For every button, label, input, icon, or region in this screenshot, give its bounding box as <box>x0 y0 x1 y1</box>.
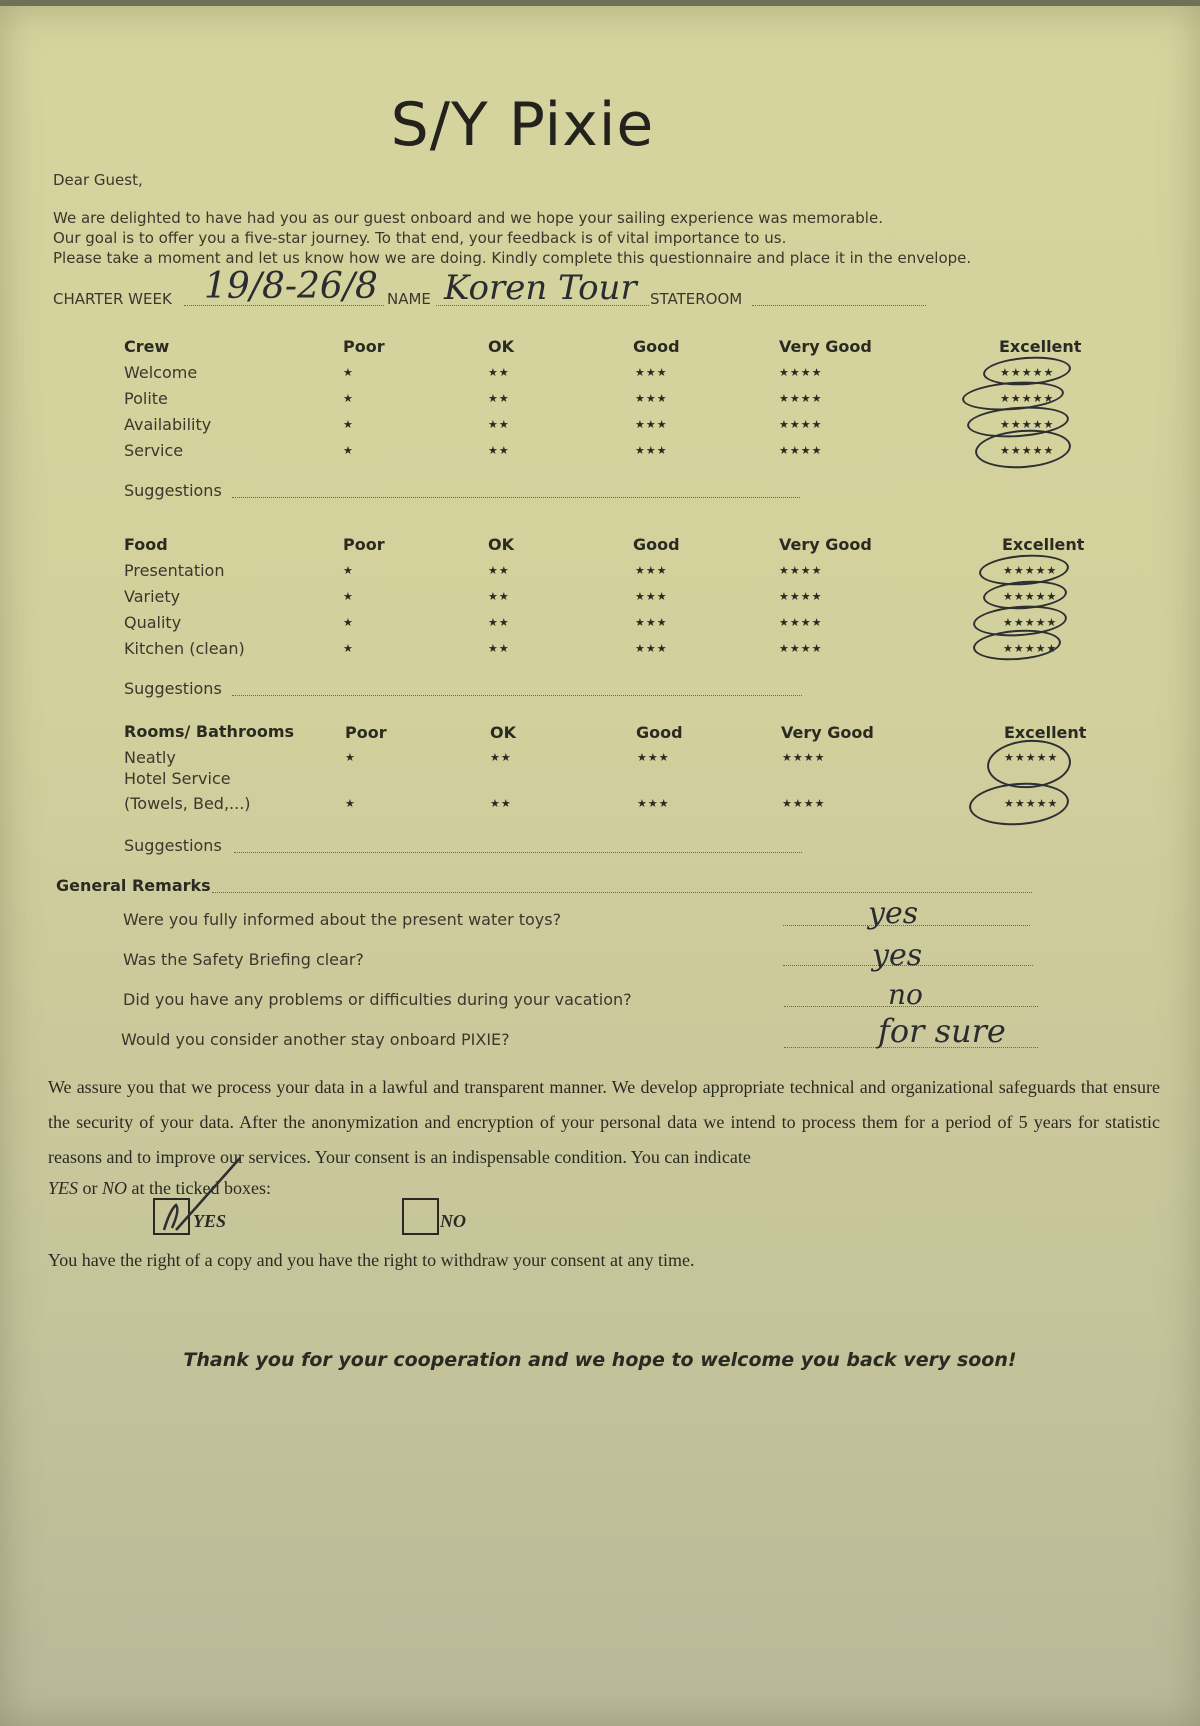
suggestions-label: Suggestions <box>124 679 222 698</box>
rating-option-selected[interactable]: ★★★★★ <box>1003 616 1058 629</box>
rating-option[interactable]: ★★★ <box>635 564 668 577</box>
col-poor: Poor <box>345 723 387 742</box>
data-consent-paragraph: We assure you that we process your data in a lawful and transparent manner. We develop appropriate technical and organizational safeguards that ensure the security of your data. After the anonymization and encryption of your personal data we intend to process them for a period of 5 years for statistic reasons and to improve our services. Your consent is an indispensable condition. You can indicate <box>48 1077 1160 1167</box>
rating-option[interactable]: ★★★★ <box>779 366 823 379</box>
category-crew: Crew <box>124 337 170 356</box>
answer-safety-briefing[interactable]: yes <box>872 938 923 973</box>
question-safety-briefing: Was the Safety Briefing clear? <box>123 950 364 969</box>
rating-option-selected[interactable]: ★★★★★ <box>1004 751 1059 764</box>
col-very-good: Very Good <box>779 535 872 554</box>
suggestions-label: Suggestions <box>124 836 222 855</box>
rating-option[interactable]: ★★★★ <box>779 564 823 577</box>
rating-option[interactable]: ★ <box>345 751 356 764</box>
suggestions-label: Suggestions <box>124 481 222 500</box>
row-label-quality: Quality <box>124 613 182 632</box>
rating-option[interactable]: ★★ <box>488 564 510 577</box>
rating-option[interactable]: ★★★★ <box>779 444 823 457</box>
rating-option-selected[interactable]: ★★★★★ <box>1003 642 1058 655</box>
thank-you-note: Thank you for your cooperation and we hope to welcome you back very soon! <box>183 1349 1017 1371</box>
rating-option[interactable]: ★★ <box>488 366 510 379</box>
rating-option[interactable]: ★★ <box>488 642 510 655</box>
question-problems: Did you have any problems or difficulties during your vacation? <box>123 990 632 1009</box>
rating-option[interactable]: ★ <box>343 366 354 379</box>
consent-yes-word: YES <box>48 1178 79 1198</box>
consent-rights-text: You have the right of a copy and you have the right to withdraw your consent at any time. <box>48 1250 695 1270</box>
rating-option-selected[interactable]: ★★★★★ <box>1000 444 1055 457</box>
row-label-neatly: Neatly <box>124 748 176 767</box>
rating-option[interactable]: ★★★ <box>637 751 670 764</box>
row-label-welcome: Welcome <box>124 363 198 382</box>
row-label-polite: Polite <box>124 389 168 408</box>
rating-option[interactable]: ★ <box>343 392 354 405</box>
category-food: Food <box>124 535 168 554</box>
charter-week-label: CHARTER WEEK <box>53 290 172 308</box>
col-good: Good <box>633 337 680 356</box>
rating-option[interactable]: ★★★ <box>635 642 668 655</box>
rating-option[interactable]: ★ <box>343 616 354 629</box>
suggestions-field[interactable] <box>232 497 800 498</box>
rating-option-selected[interactable]: ★★★★★ <box>1003 590 1058 603</box>
rating-option[interactable]: ★★ <box>488 590 510 603</box>
row-label-hotel-service: Hotel Service <box>124 769 231 788</box>
row-label-presentation: Presentation <box>124 561 225 580</box>
consent-no-word: NO <box>102 1178 128 1198</box>
rating-option[interactable]: ★★★★ <box>782 797 826 810</box>
rating-option[interactable]: ★★★ <box>635 616 668 629</box>
col-ok: OK <box>488 535 514 554</box>
suggestions-field[interactable] <box>232 695 802 696</box>
rating-option[interactable]: ★★ <box>490 751 512 764</box>
rating-option-selected[interactable]: ★★★★★ <box>1000 418 1055 431</box>
col-very-good: Very Good <box>779 337 872 356</box>
rating-option[interactable]: ★★ <box>488 444 510 457</box>
intro-line: Our goal is to offer you a five-star journey. To that end, your feedback is of vital importance to us. <box>53 229 787 247</box>
rating-option[interactable]: ★★★ <box>635 418 668 431</box>
col-excellent: Excellent <box>999 337 1082 356</box>
consent-indicate-text: at the ticked boxes: <box>131 1178 271 1198</box>
row-label-availability: Availability <box>124 415 212 434</box>
rating-option[interactable]: ★ <box>343 642 354 655</box>
row-label-kitchen: Kitchen (clean) <box>124 639 245 658</box>
rating-option[interactable]: ★★★★ <box>779 418 823 431</box>
rating-option[interactable]: ★★★ <box>635 392 668 405</box>
question-water-toys: Were you fully informed about the present water toys? <box>123 910 562 929</box>
rating-option[interactable]: ★★ <box>490 797 512 810</box>
rating-option-selected[interactable]: ★★★★★ <box>1004 797 1059 810</box>
category-rooms: Rooms/ Bathrooms <box>124 722 295 741</box>
answer-another-stay[interactable]: for sure <box>878 1012 1006 1050</box>
name-label: NAME <box>387 290 431 308</box>
rating-option[interactable]: ★ <box>345 797 356 810</box>
rating-option[interactable]: ★★ <box>488 392 510 405</box>
rating-option[interactable]: ★★★★ <box>779 590 823 603</box>
question-another-stay: Would you consider another stay onboard PIXIE? <box>121 1030 510 1049</box>
rating-option[interactable]: ★ <box>343 564 354 577</box>
page-title: S/Y Pixie <box>390 90 655 160</box>
consent-yes-label: YES <box>193 1211 227 1231</box>
row-label-towels-bed: (Towels, Bed,...) <box>124 794 251 813</box>
rating-option[interactable]: ★★ <box>488 616 510 629</box>
col-ok: OK <box>488 337 514 356</box>
rating-option[interactable]: ★★★★ <box>782 751 826 764</box>
consent-no-label: NO <box>440 1211 466 1231</box>
rating-option-selected[interactable]: ★★★★★ <box>1000 366 1055 379</box>
rating-option[interactable]: ★ <box>343 590 354 603</box>
intro-line: We are delighted to have had you as our guest onboard and we hope your sailing experience was memorable. <box>53 209 883 227</box>
rating-option[interactable]: ★★★★ <box>779 616 823 629</box>
col-good: Good <box>633 535 680 554</box>
col-ok: OK <box>490 723 516 742</box>
row-label-service: Service <box>124 441 184 460</box>
charter-week-field[interactable]: 19/8-26/8 <box>204 266 378 307</box>
rating-option-selected[interactable]: ★★★★★ <box>1000 392 1055 405</box>
rating-option[interactable]: ★★★ <box>635 366 668 379</box>
consent-no-checkbox[interactable] <box>402 1198 439 1235</box>
intro-line: Please take a moment and let us know how we are doing. Kindly complete this questionnaire and place it in the envelope. <box>53 249 972 267</box>
col-very-good: Very Good <box>781 723 874 742</box>
intro-paragraph <box>53 208 971 268</box>
row-label-variety: Variety <box>124 587 181 606</box>
answer-water-toys[interactable]: yes <box>868 896 919 931</box>
general-remarks-label: General Remarks <box>56 876 211 895</box>
rating-option[interactable]: ★★★★ <box>779 642 823 655</box>
col-poor: Poor <box>343 535 385 554</box>
rating-option[interactable]: ★★★ <box>635 590 668 603</box>
col-excellent: Excellent <box>1002 535 1085 554</box>
rating-option[interactable]: ★★★ <box>635 444 668 457</box>
col-good: Good <box>636 723 683 742</box>
consent-or-word: or <box>82 1178 98 1198</box>
rating-option-selected[interactable]: ★★★★★ <box>1003 564 1058 577</box>
stateroom-label: STATEROOM <box>650 290 743 308</box>
rating-option[interactable]: ★ <box>343 444 354 457</box>
stateroom-field[interactable] <box>752 305 926 306</box>
col-excellent: Excellent <box>1004 723 1087 742</box>
answer-problems[interactable]: no <box>888 978 923 1011</box>
rating-option[interactable]: ★★★ <box>637 797 670 810</box>
rating-option[interactable]: ★ <box>343 418 354 431</box>
col-poor: Poor <box>343 337 385 356</box>
name-field[interactable]: Koren Tour <box>444 268 637 308</box>
general-remarks-field[interactable] <box>212 892 1032 893</box>
greeting: Dear Guest, <box>53 171 143 189</box>
rating-option[interactable]: ★★ <box>488 418 510 431</box>
rating-option[interactable]: ★★★★ <box>779 392 823 405</box>
suggestions-field[interactable] <box>234 852 802 853</box>
